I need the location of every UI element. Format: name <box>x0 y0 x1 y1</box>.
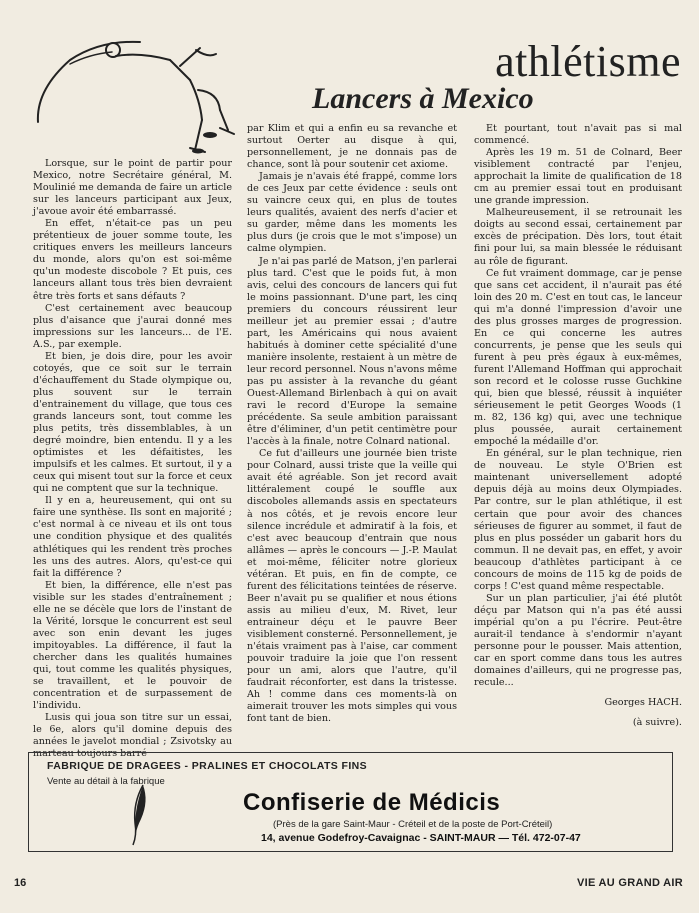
page-number: 16 <box>14 877 27 889</box>
paragraph: Ce fut vraiment dommage, car je pense que sans cet accident, il n'aurait pas été loin des 20 m. C'est en tout cas, le lanceur qui m'a donné l'impression d'avoir une des plus grosses marges de progression. En ce qui concerne les autres concurrents, je pense que les seuls qui furent à peu près égaux à eux-mêmes, furent l'Allemand Hoffman qui approchait son record et le colosse russe Guchkine qui, bien que blessé, réussit à inquiéter sérieusement le petit Georges Woods (1 m. 82, 136 kg) qui, avec une technique plus poussée, aurait certainement empoché la médaille d'or. <box>474 267 682 448</box>
article-column-3 <box>474 123 682 748</box>
ad-subline: Vente au détail à la fabrique <box>47 776 165 787</box>
paragraph: Il y en a, heureusement, qui ont su faire une synthèse. Ils sont en majorité ; c'est normal à ce niveau et ils ont tous une condition physique et des qualités athlétiques qui les rendent très proches les uns des autres. Alors, qu'est-ce qui fait la différence ? <box>33 495 232 579</box>
paragraph: Malheureusement, il se retrounait les doigts au second essai, certainement par excès de précipation. Dès lors, tout était fini pour lui, sa main blessée le réduisant au rôle de figurant. <box>474 207 682 267</box>
section-title: athlétisme <box>495 37 681 86</box>
ad-address-note: (Près de la gare Saint-Maur - Créteil et de la poste de Port-Créteil) <box>273 819 553 830</box>
article-title: Lancers à Mexico <box>312 82 534 115</box>
feather-quill-icon <box>129 783 153 847</box>
continued-note: (à suivre). <box>632 717 682 729</box>
ad-brand-name: Confiserie de Médicis <box>243 789 501 816</box>
article-column-1 <box>33 158 232 760</box>
paragraph: Jamais je n'avais été frappé, comme lors de ces Jeux par cette évidence : seuls ont su vaincre ceux qui, en plus de toutes leurs qualités, avaient des nerfs d'acier et su garder, même dans les moments les plus durs (je crois que le mot s'impose) un calme olympien. <box>247 171 457 255</box>
paragraph: Lusis qui joua son titre sur un essai, le 6e, alors qu'il domine depuis des années le javelot mondial ; Zsivotsky au marteau toujours barré <box>33 712 232 760</box>
publication-name: VIE AU GRAND AIR <box>576 877 683 889</box>
paragraph: Sur un plan particulier, j'ai été plutôt déçu par Matson qui n'a pas été aussi impérial qu'on a pu l'écrire. Peut-être aurait-il tendance à s'endormir n'ayant personne pour le pousser. Mais attention, car en sport comme dans tous les autres domaines d'ailleurs, qui ne progresse pas, recule... <box>474 592 682 689</box>
article-column-2 <box>247 123 457 748</box>
paragraph: Ce fut d'ailleurs une journée bien triste pour Colnard, aussi triste que la veille qui avait été agréable. Son jet record avait littéralement coupé le souffle aux discoboles allemands assis en spectateurs à nos côtés, et je revois encore leur silence incrédule et admiratif à la fois, et c'est avec beaucoup d'entrain que nous allâmes — après le concours — J.-P. Maulat et moi-même, féliciter notre glorieux vétéran. Et puis, en fin de compte, ce furent des félicitations teintées de réserve. Beer n'avait pu se qualifier et nous étions assis au milieu d'eux, M. Rivet, leur entraineur déçu et le pauvre Beer visiblement consterné. Personnellement, je n'étais vraiment pas à l'aise, car comment pouvoir traduire la joie que l'on ressent pour un ami, alors que l'autre, qu'il faudrait réconforter, est dans la tristesse. Ah ! comme dans ces moments-là on aimerait trouver les mots simples qui vous font tant de bien. <box>247 448 457 725</box>
advertisement-box <box>28 752 673 852</box>
paragraph: C'est certainement avec beaucoup plus d'aisance que j'aurai donné mes impressions sur les lanceurs... de l'E. A.S., par exemple. <box>33 302 232 350</box>
paragraph: En général, sur le plan technique, rien de nouveau. Le style O'Brien est maintenant universellement adopté depuis déjà au moins deux Olympiades. Par contre, sur le plan athlétique, il est certain que pour avoir des chances sérieuses de figurer au sommet, il faut de plus en plus posséder un gabarit hors du commun. Il ne devait pas, en effet, y avoir beaucoup d'athlètes participant à ce concours de moins de 115 kg de poids de corps ! C'est quand même respectable. <box>474 448 682 592</box>
discus-thrower-illustration <box>30 30 250 155</box>
paragraph: En effet, n'était-ce pas un peu prétentieux de jouer somme toute, les critiques envers les meilleurs lanceurs du monde, alors qu'on est soi-même qu'un modeste discobole ? Et puis, ces lanceurs allant tous très bien devraient être très forts et sans défauts ? <box>33 218 232 302</box>
paragraph: Et bien, je dois dire, pour les avoir cotoyés, que ce soit sur le terrain d'échauffement du Stade olympique ou, plus souvent sur le terrain d'entrainement du village, que tous ces grands lanceurs sont, tout comme les plus petits, très dissemblables, à un degré moindre, bien entendu. Il y a les optimistes et les défaitistes, les impulsifs et les calmes. Et surtout, il y a ceux qui misent tout sur la force et ceux qui ne comptent que sur la technique. <box>33 350 232 495</box>
author-signature: Georges HACH. <box>604 697 682 709</box>
paragraph: Après les 19 m. 51 de Colnard, Beer visiblement contracté par l'enjeu, approchait la limite de qualification de 18 cm au premier essai tout en produisant une grande impression. <box>474 147 682 207</box>
paragraph: Et bien, la différence, elle n'est pas visible sur les stades d'entraînement ; elle ne se décèle que lors de l'instant de la Vérité, lorsque le concurrent est seul avec son enin devant les juges impitoyables. La différence, il faut la chercher dans les qualités humaines qui, tout comme les qualités physiques, se travaillent, et le pouvoir de concentration et de surpassement de l'individu. <box>33 579 232 712</box>
paragraph: par Klim et qui a enfin eu sa revanche et surtout Oerter au disque à qui, personnellement, je ne donnais pas de chance, sont là pour soutenir cet axiome. <box>247 123 457 171</box>
ad-address: 14, avenue Godefroy-Cavaignac - SAINT-MAUR — Tél. 472-07-47 <box>261 832 581 844</box>
paragraph: Lorsque, sur le point de partir pour Mexico, notre Secrétaire général, M. Moulinié me demanda de faire un article sur les lanceurs participant aux Jeux, j'avoue avoir été embarrassé. <box>33 158 232 218</box>
paragraph: Je n'ai pas parlé de Matson, j'en parlerai plus tard. C'est que le poids fut, à mon avis, celui des concours de lancers qui fut le moins passionnant. D'une part, les cinq premiers du concours réussirent leur meilleur jet au premier essai ; d'autre part, les Américains qui nous avaient habitués à dominer cette spécialité d'une manière insolente, restaient à un mètre de leur record personnel. Nous n'avons même pas pu assister à la revanche du géant Ouest-Allemand Birlenbach à qui on avait ravi le record d'Europe la semaine précédente. Sa seule ambition paraissant être d'éliminer, d'un petit centimètre pour l'accès à la finale, notre Colnard national. <box>247 255 457 448</box>
paragraph: Et pourtant, tout n'avait pas si mal commencé. <box>474 123 682 147</box>
ad-headline: FABRIQUE DE DRAGEES - PRALINES ET CHOCOLATS FINS <box>47 760 368 772</box>
